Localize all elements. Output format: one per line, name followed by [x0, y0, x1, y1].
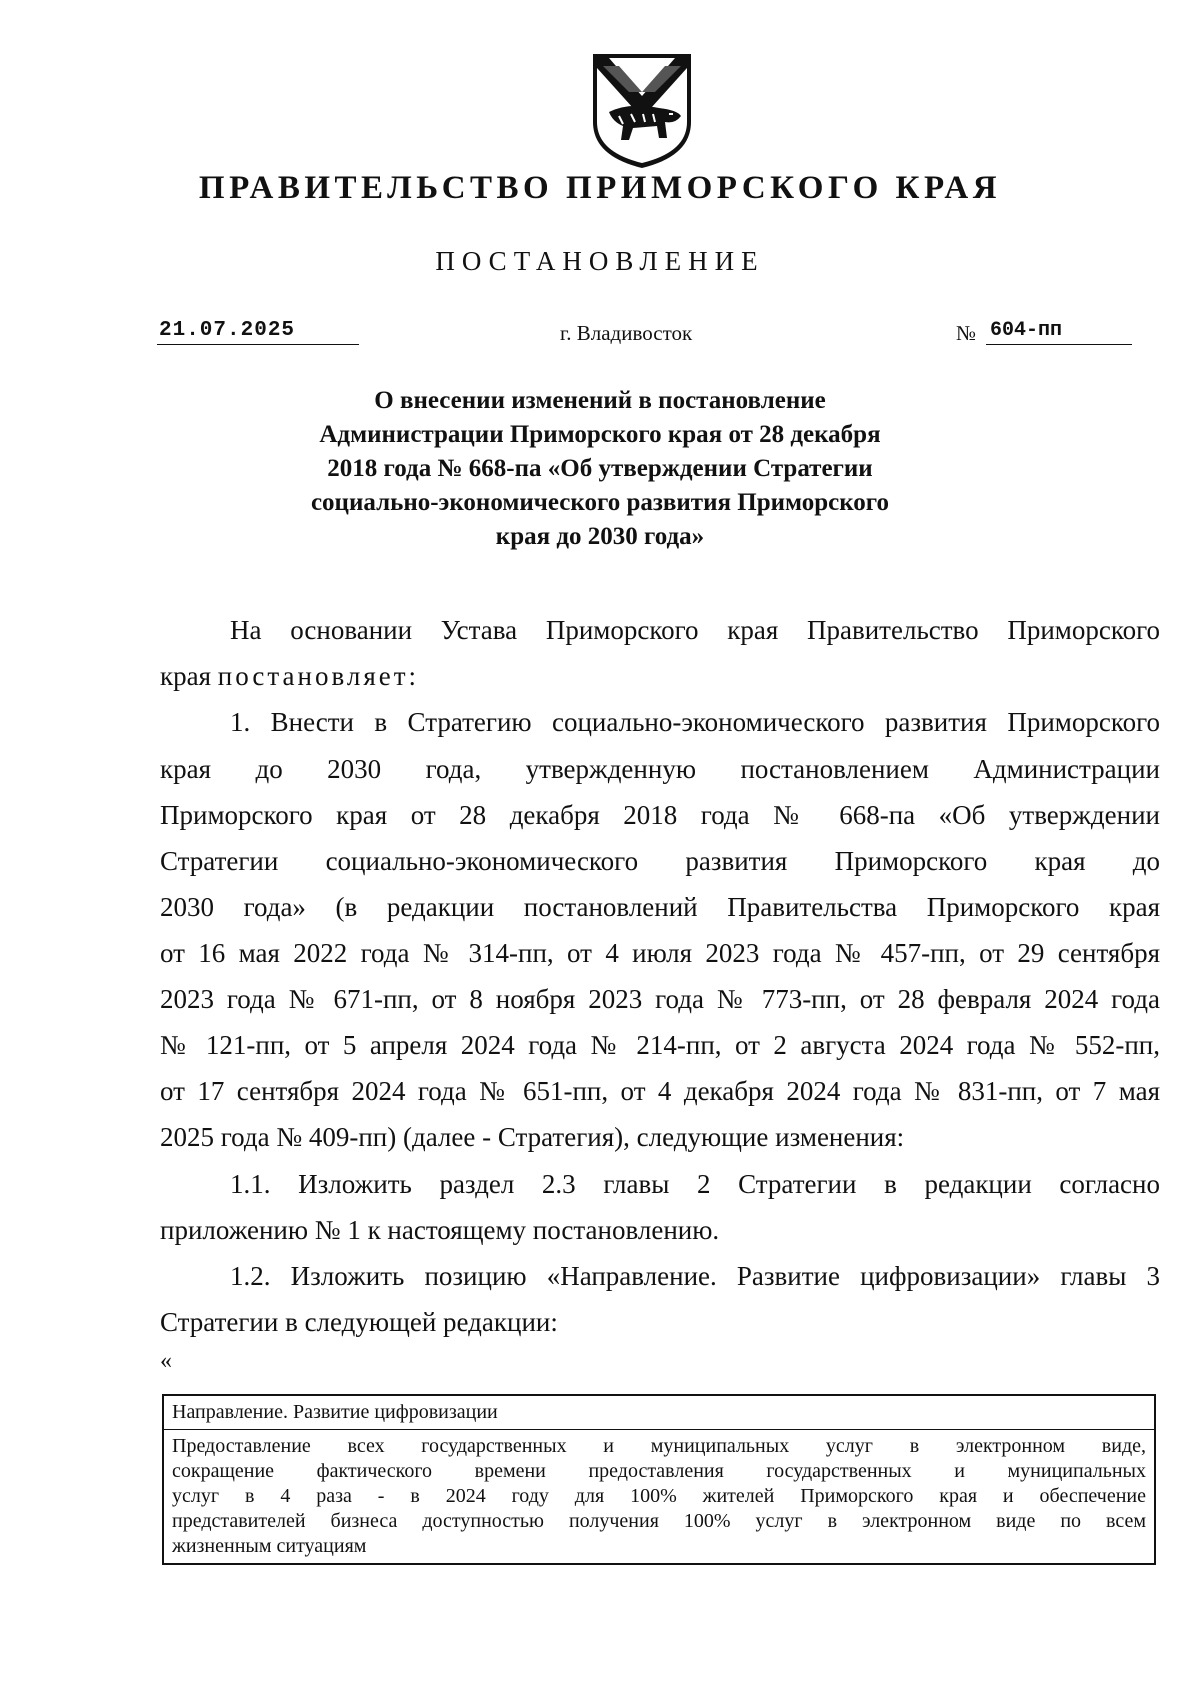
- paragraph-line: 2025 года № 409-пп) (далее - Стратегия), следующие изменения:: [160, 1122, 905, 1152]
- paragraph-line: 2030 года» (в редакции постановлений Правительства Приморского края: [160, 892, 1160, 922]
- document-date: 21.07.2025: [157, 318, 359, 345]
- paragraph-line: края до 2030 года, утвержденную постановлением Администрации: [160, 754, 1160, 784]
- paragraph-line: от 17 сентября 2024 года № 651-пп, от 4 декабря 2024 года № 831-пп, от 7 мая: [160, 1076, 1160, 1106]
- number-prefix: №: [956, 321, 977, 345]
- paragraph-line: 1. Внести в Стратегию социально-экономического развития Приморского: [230, 707, 1160, 737]
- table-content-line: сокращение фактического времени предоставления государственных и муниципальных: [172, 1460, 1146, 1482]
- paragraph-line: Стратегии в следующей редакции:: [160, 1307, 558, 1337]
- table-content-cell: [164, 1429, 1154, 1563]
- preamble-decree-word: постановляет:: [217, 661, 420, 691]
- preamble-line: На основании Устава Приморского края Правительство Приморского: [230, 615, 1160, 645]
- primorsky-krai-coat-of-arms-icon: [589, 52, 695, 170]
- table-content-line: жизненным ситуациям: [172, 1535, 367, 1557]
- table-header-cell: Направление. Развитие цифровизации: [172, 1401, 498, 1423]
- subject-line: Администрации Приморского края от 28 декабря: [319, 421, 881, 448]
- paragraph-line: 2023 года № 671-пп, от 8 ноября 2023 года № 773-пп, от 28 февраля 2024 года: [160, 984, 1160, 1014]
- document-subject: [160, 384, 1040, 554]
- table-content-line: представителей бизнеса доступностью получения 100% услуг в электронном виде по всем: [172, 1510, 1146, 1532]
- table-content-line: услуг в 4 раза - в 2024 году для 100% жителей Приморского края и обеспечение: [172, 1485, 1146, 1507]
- government-title: ПРАВИТЕЛЬСТВО ПРИМОРСКОГО КРАЯ: [198, 170, 1002, 206]
- subject-line: края до 2030 года»: [495, 523, 705, 550]
- paragraph-line: Стратегии социально-экономического развития Приморского края до: [160, 846, 1160, 876]
- paragraph-line: приложению № 1 к настоящему постановлению.: [160, 1215, 720, 1245]
- subject-line: социально-экономического развития Приморского: [310, 489, 890, 516]
- opening-quote: «: [160, 1348, 172, 1374]
- table-content-line: Предоставление всех государственных и муниципальных услуг в электронном виде,: [172, 1435, 1146, 1457]
- paragraph-line: № 121-пп, от 5 апреля 2024 года № 214-пп, от 2 августа 2024 года № 552-пп,: [160, 1030, 1160, 1060]
- subject-line: 2018 года № 668-па «Об утверждении Стратегии: [327, 455, 873, 482]
- paragraph-line: 1.2. Изложить позицию «Направление. Развитие цифровизации» главы 3: [230, 1261, 1160, 1291]
- preamble-line: [160, 659, 1160, 693]
- document-type: ПОСТАНОВЛЕНИЕ: [435, 246, 765, 276]
- strategy-direction-table: [162, 1394, 1156, 1565]
- document-city: г. Владивосток: [560, 321, 693, 345]
- subject-line: О внесении изменений в постановление: [374, 387, 826, 414]
- document-number: 604-пп: [986, 318, 1132, 345]
- paragraph-line: Приморского края от 28 декабря 2018 года № 668-па «Об утверждении: [160, 800, 1160, 830]
- preamble-word: края: [160, 661, 212, 691]
- paragraph-line: от 16 мая 2022 года № 314-пп, от 4 июля 2023 года № 457-пп, от 29 сентября: [160, 938, 1160, 968]
- paragraph-line: 1.1. Изложить раздел 2.3 главы 2 Стратегии в редакции согласно: [230, 1169, 1160, 1199]
